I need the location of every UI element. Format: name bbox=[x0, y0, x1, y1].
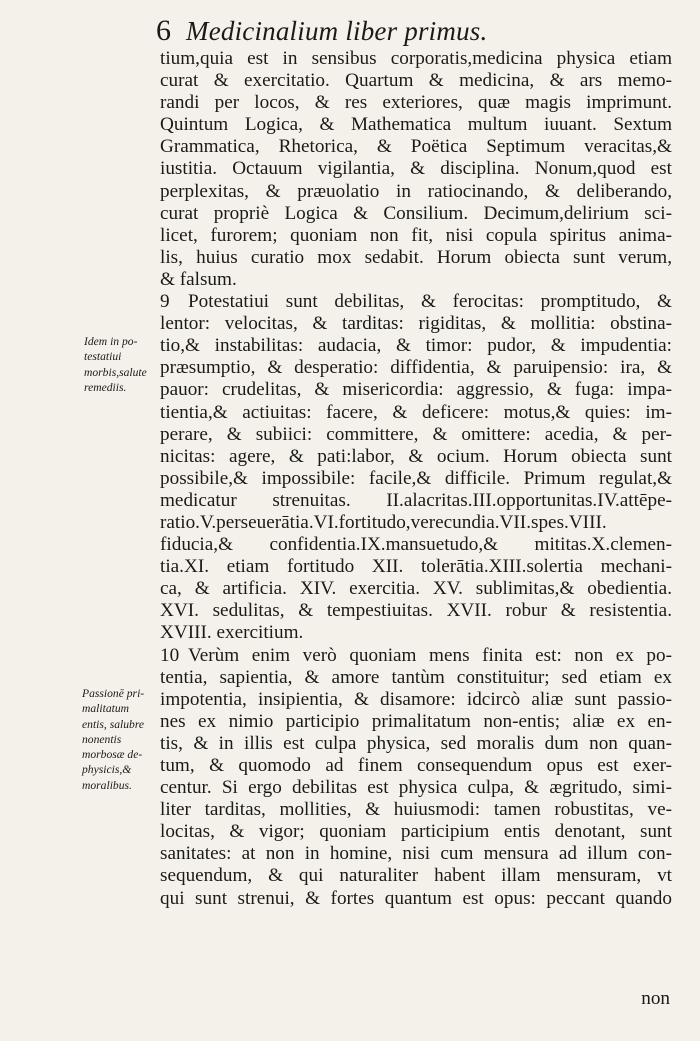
margin-note-line: testatiui bbox=[84, 350, 122, 364]
text-line: qui sunt strenui, & fortes quantum est opus: peccant quando bbox=[160, 887, 672, 909]
page-number: 6 bbox=[156, 14, 171, 47]
text-line: fiducia,& confidentia.IX.mansuetudo,& mititas.X.clemen- bbox=[160, 534, 672, 556]
margin-note-line: entis, salubre bbox=[82, 717, 145, 731]
margin-note-line: Idem in po- bbox=[84, 335, 138, 348]
margin-note-line: physicis,& bbox=[82, 763, 132, 777]
text-line: lentor: velocitas, & tarditas: rigiditas, & mollitia: obstina- bbox=[160, 313, 672, 335]
margin-note-line: Passionē pri- bbox=[82, 687, 145, 700]
section-text: Potestatiui sunt debilitas, & ferocitas: promptitudo, & bbox=[188, 291, 672, 313]
text-line: liter tarditas, mollities, & huiusmodi: tamen robustitas, ve- bbox=[160, 799, 672, 821]
running-title: Medicinalium liber primus. bbox=[186, 16, 488, 46]
text-line bbox=[160, 645, 672, 667]
text-line: sequendum, & qui naturaliter habent illam mensuram, vt bbox=[160, 865, 672, 887]
text-line: centur. Si ergo debilitas est physica culpa, & ægritudo, simi- bbox=[160, 777, 672, 799]
text-line bbox=[160, 291, 672, 313]
text-line: randi per locos, & res exteriores, quæ magis imprimunt. bbox=[160, 92, 672, 114]
text-line: medicatur strenuitas. II.alacritas.III.opportunitas.IV.attēpe- bbox=[160, 489, 672, 511]
text-line: tia.XI. etiam fortitudo XII. tolerātia.XIII.solertia mechani- bbox=[160, 556, 672, 578]
text-line: tum, & quomodo ad finem consequendum opus est exer- bbox=[160, 755, 672, 776]
text-line: pauor: crudelitas, & misericordia: aggressio, & fuga: impa- bbox=[160, 379, 672, 401]
text-line: perplexitas, & præuolatio in ratiocinando, & deliberando, bbox=[160, 180, 672, 202]
margin-note-section-10 bbox=[82, 686, 172, 793]
section-text: Verùm enim verò quoniam mens finita est: non ex po- bbox=[188, 644, 672, 666]
text-line: licet, furorem; quoniam non fit, nisi copula spiritus anima- bbox=[160, 224, 672, 246]
text-line: nicitas: agere, & pati:labor, & ocium. Horum obiecta sunt bbox=[160, 445, 672, 467]
text-line: tentia, sapientia, & amore tantùm constituitur; sed etiam ex bbox=[160, 666, 672, 688]
text-line: curat & exercitatio. Quartum & medicina, & ars memo- bbox=[160, 70, 672, 92]
text-line: locitas, & vigor; quoniam participium entis denotant, sunt bbox=[160, 821, 672, 843]
text-line: Grammatica, Rhetorica, & Poëtica Septimum veracitas,& bbox=[160, 136, 672, 158]
margin-note-line: moralibus. bbox=[82, 778, 132, 792]
section-number: 10 bbox=[160, 644, 180, 666]
body-text bbox=[160, 48, 672, 910]
text-line: impotentia, insipientia, & disamore: idcircò aliæ sunt passio- bbox=[160, 688, 672, 710]
margin-note-line: nonentis bbox=[82, 732, 122, 746]
text-line: sanitates: at non in homine, nisi cum mensura ad illum con- bbox=[160, 843, 672, 865]
margin-note-line: morbis,salute bbox=[84, 365, 147, 379]
text-line: XVIII. exercitium. bbox=[160, 622, 304, 644]
text-line: lis, huius curatio mox sedabit. Horum obiecta sunt verum, bbox=[160, 246, 672, 268]
margin-note-line: malitatum bbox=[82, 702, 130, 716]
text-line: ca, & artificia. XIV. exercitia. XV. sublimitas,& obedientia. bbox=[160, 578, 672, 600]
margin-note-line: remediis. bbox=[84, 380, 127, 394]
text-line: curat propriè Logica & Consilium. Decimum,delirium sci- bbox=[160, 202, 672, 224]
page-header bbox=[150, 14, 590, 48]
text-line: Quintum Logica, & Mathematica multum iuuant. Sextum bbox=[160, 114, 672, 136]
text-line: XVI. sedulitas, & tempestiuitas. XVII. robur & resistentia. bbox=[160, 600, 672, 622]
text-line: præsumptio, & desperatio: diffidentia, & paruipensio: ira, & bbox=[160, 357, 672, 379]
text-line: perare, & subiici: committere, & omittere: acedia, & per- bbox=[160, 423, 672, 445]
text-line: tium,quia est in sensibus corporatis,medicina physica etiam bbox=[160, 48, 672, 69]
text-line: tio,& instabilitas: audacia, & timor: pudor, & impudentia: bbox=[160, 335, 672, 357]
text-line: tis, & in illis est culpa physica, sed moralis dum non quan- bbox=[160, 732, 672, 754]
text-line: & falsum. bbox=[160, 268, 237, 290]
section-number: 9 bbox=[160, 291, 170, 313]
text-line: ratio.V.perseuerātia.VI.fortitudo,verecundia.VII.spes.VIII. bbox=[160, 511, 607, 533]
margin-note-line: morbosæ de- bbox=[82, 748, 143, 762]
catchword: non bbox=[641, 988, 670, 1009]
text-line: iustitia. Octauum vigilantia, & disciplina. Nonum,quod est bbox=[160, 158, 672, 180]
text-line: nes ex nimio participio primalitatum non-entis; aliæ ex en- bbox=[160, 710, 672, 732]
text-line: tientia,& actiuitas: facere, & deficere: motus,& quies: im- bbox=[160, 401, 672, 423]
text-line: possibile,& impossibile: facile,& difficile. Primum regulat,& bbox=[160, 467, 672, 489]
margin-note-section-9 bbox=[84, 334, 174, 395]
